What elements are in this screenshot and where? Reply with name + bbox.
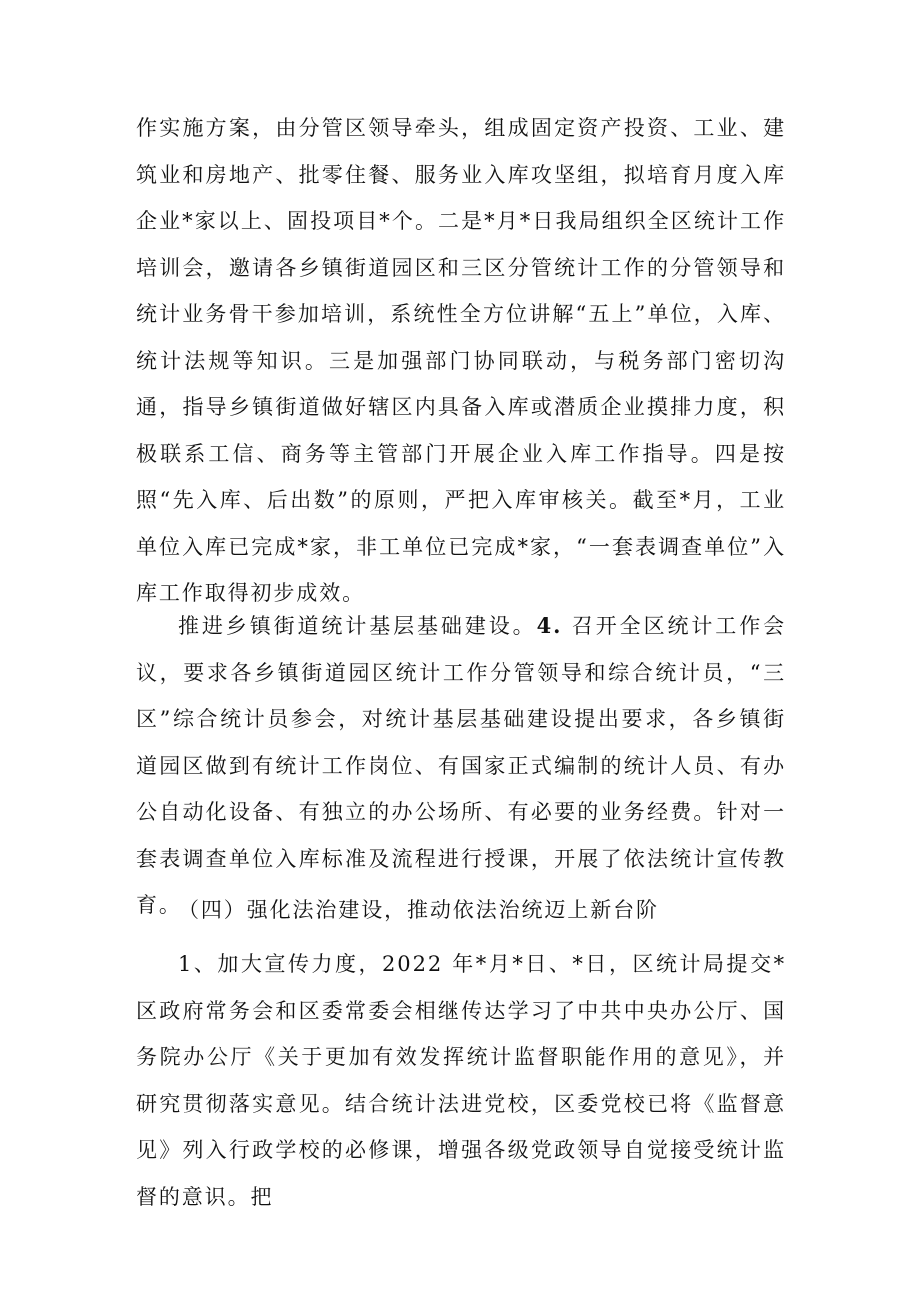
paragraph-2-number: 4. — [536, 613, 563, 638]
body-paragraph-2 — [136, 603, 786, 929]
section-heading: （四）强化法治建设，推动依法治统迈上新台阶 — [178, 898, 659, 922]
body-paragraph-3: 1、加大宣传力度，2022 年*月*日、*日，区统计局提交*区政府常务会和区委常委会相继传达学习了中共中央办公厅、国务院办公厅《关于更加有效发挥统计监督职能作用的意见》，并研究贯彻落实意见。结合统计法进党校，区委党校已将《监督意见》列入行政学校的必修课，增强各级党政领导自觉接受统计监督的意识。把 — [136, 952, 786, 1209]
paragraph-2-rest: 召开全区统计工作会议，要求各乡镇街道园区统计工作分管领导和综合统计员，“三区”综合统计员参会，对统计基层基础建设提出要求，各乡镇街道园区做到有统计工作岗位、有国家正式编制的统计人员、有办公自动化设备、有独立的办公场所、有必要的业务经费。针对一套表调查单位入库标准及流程进行授课，开展了依法统计宣传教育。 — [136, 614, 787, 917]
body-paragraph-1: 作实施方案，由分管区领导牵头，组成固定资产投资、工业、建筑业和房地产、批零住餐、服务业入库攻坚组，拟培育月度入库企业*家以上、固投项目*个。二是*月*日我局组织全区统计工作培训会，邀请各乡镇街道园区和三区分管统计工作的分管领导和统计业务骨干参加培训，系统性全方位讲解“五上”单位，入库、统计法规等知识。三是加强部门协同联动，与税务部门密切沟通，指导乡镇街道做好辖区内具备入库或潜质企业摸排力度，积极联系工信、商务等主管部门开展企业入库工作指导。四是按照“先入库、后出数”的原则，严把入库审核关。截至*月，工业单位入库已完成*家，非工单位已完成*家，“一套表调查单位”入库工作取得初步成效。 — [136, 116, 786, 605]
paragraph-2-lead: 推进乡镇街道统计基层基础建设。 — [178, 614, 537, 638]
